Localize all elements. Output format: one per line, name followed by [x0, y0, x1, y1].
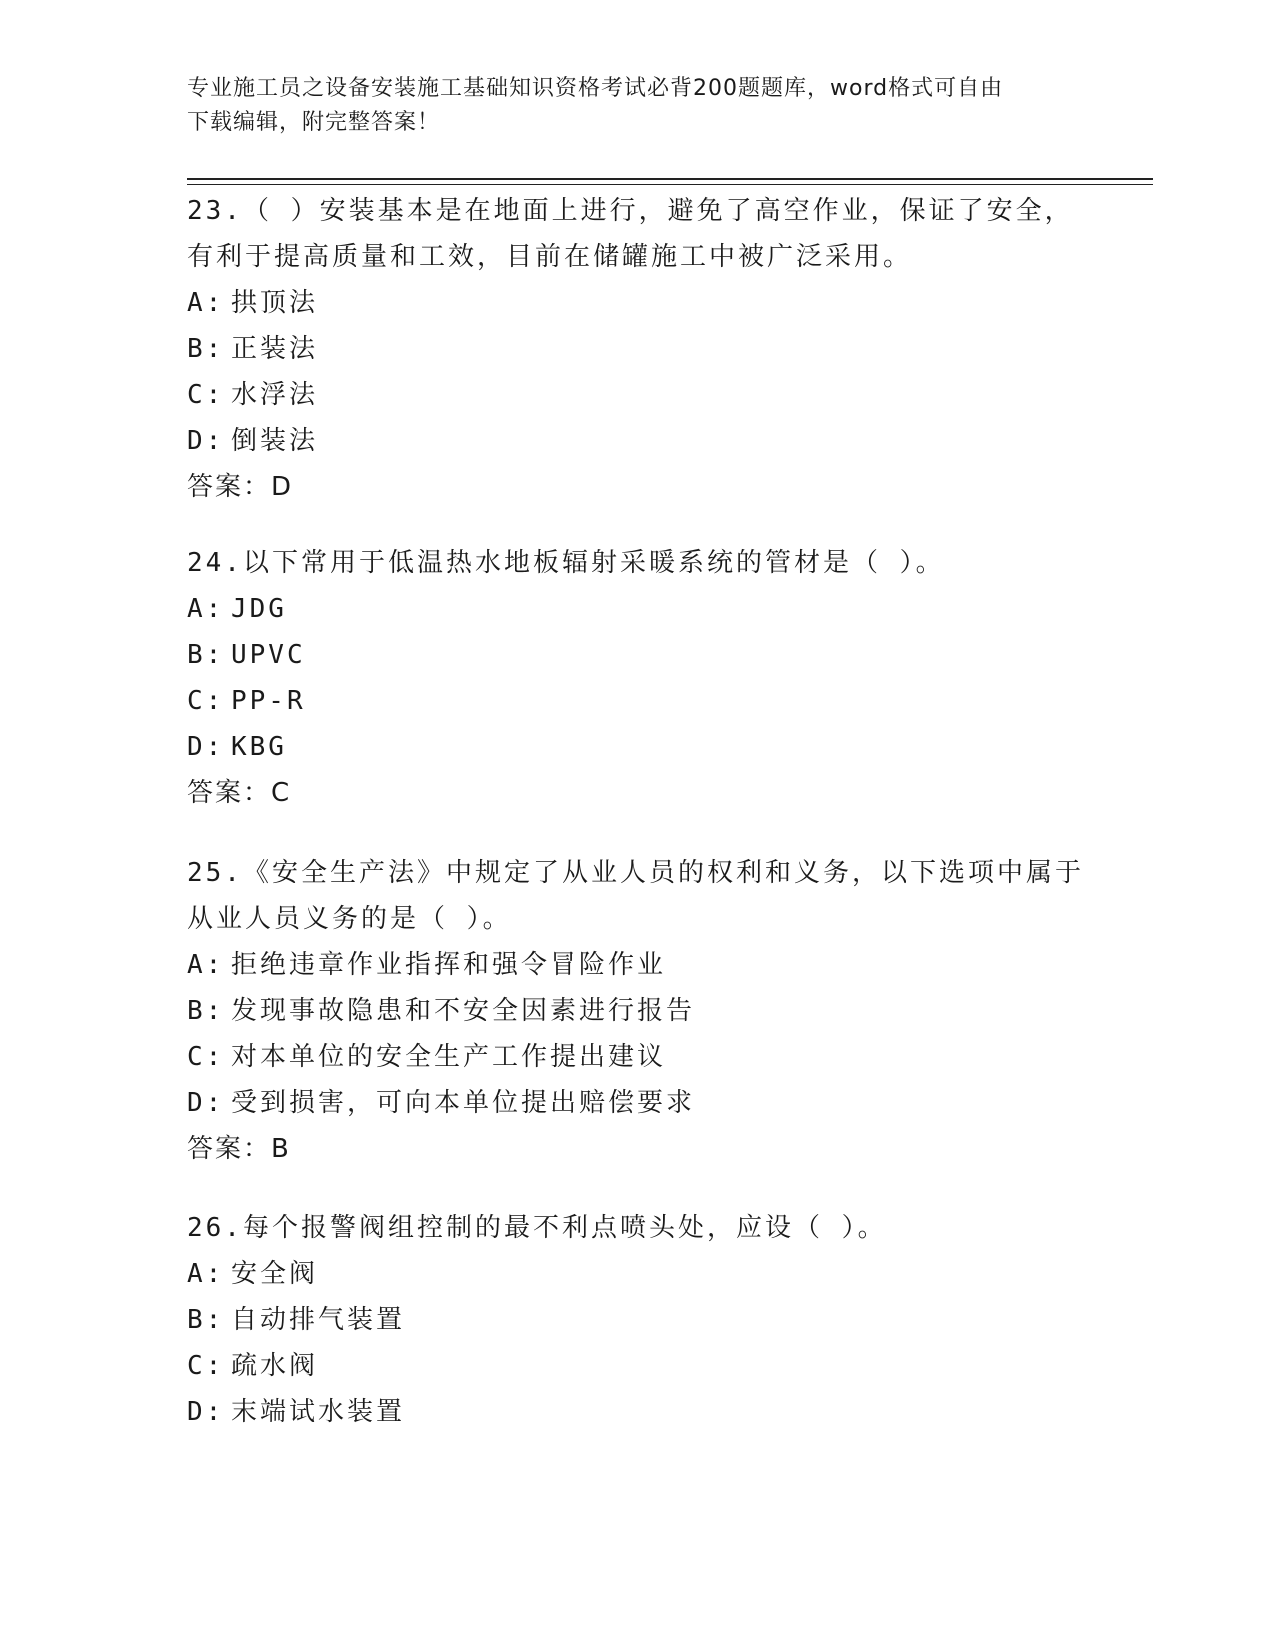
option-b	[187, 1297, 1087, 1343]
option-key: B:	[187, 996, 225, 1026]
option-text: 对本单位的安全生产工作提出建议	[231, 1042, 667, 1072]
option-key: C:	[187, 686, 225, 716]
option-c	[187, 1034, 1087, 1080]
option-b	[187, 326, 1087, 372]
option-c	[187, 1343, 1087, 1389]
option-text: 水浮法	[231, 380, 319, 410]
option-text: 拱顶法	[231, 288, 319, 318]
option-key: B:	[187, 334, 225, 364]
question-24	[187, 540, 1087, 816]
document-header	[187, 72, 1087, 140]
option-key: C:	[187, 1351, 225, 1381]
option-key: C:	[187, 1042, 225, 1072]
option-key: D:	[187, 1088, 225, 1118]
question-23	[187, 188, 1087, 510]
option-text: 拒绝违章作业指挥和强令冒险作业	[231, 950, 667, 980]
option-a	[187, 1251, 1087, 1297]
option-d	[187, 418, 1087, 464]
option-key: D:	[187, 1397, 225, 1427]
option-a	[187, 586, 1087, 632]
option-text: 正装法	[231, 334, 319, 364]
option-key: B:	[187, 1305, 225, 1335]
question-stem-line: 25.《安全生产法》中规定了从业人员的权利和义务，以下选项中属于	[187, 858, 1084, 888]
option-key: B:	[187, 640, 225, 670]
question-25	[187, 850, 1087, 1172]
header-divider-thin	[187, 184, 1153, 185]
option-text: 安全阀	[231, 1259, 319, 1289]
option-text: 倒装法	[231, 426, 319, 456]
question-stem-line: 从业人员义务的是（ ）。	[187, 904, 512, 934]
option-d	[187, 1389, 1087, 1435]
option-c	[187, 678, 1087, 724]
option-text: JDG	[231, 594, 287, 624]
option-text: 受到损害，可向本单位提出赔偿要求	[231, 1088, 696, 1118]
option-a	[187, 942, 1087, 988]
header-divider-thick	[187, 178, 1153, 180]
option-text: 疏水阀	[231, 1351, 319, 1381]
option-key: D:	[187, 426, 225, 456]
option-text: UPVC	[231, 640, 306, 670]
answer-line: 答案：C	[187, 778, 292, 808]
answer-line: 答案：B	[187, 1134, 291, 1164]
header-line-2: 下载编辑，附完整答案！	[187, 110, 441, 135]
option-b	[187, 988, 1087, 1034]
question-stem-line: 24.以下常用于低温热水地板辐射采暖系统的管材是（ ）。	[187, 548, 945, 578]
option-b	[187, 632, 1087, 678]
option-d	[187, 1080, 1087, 1126]
option-key: A:	[187, 288, 225, 318]
option-key: A:	[187, 950, 225, 980]
option-text: KBG	[231, 732, 287, 762]
header-line-1: 专业施工员之设备安装施工基础知识资格考试必背200题题库，word格式可自由	[187, 76, 1004, 101]
option-c	[187, 372, 1087, 418]
option-text: 发现事故隐患和不安全因素进行报告	[231, 996, 696, 1026]
question-stem-line: 26.每个报警阀组控制的最不利点喷头处，应设（ ）。	[187, 1213, 887, 1243]
option-text: 自动排气装置	[231, 1305, 406, 1335]
option-text: 末端试水装置	[231, 1397, 406, 1427]
option-key: C:	[187, 380, 225, 410]
question-26	[187, 1205, 1087, 1435]
question-stem-line: 有利于提高质量和工效，目前在储罐施工中被广泛采用。	[187, 242, 913, 272]
option-key: D:	[187, 732, 225, 762]
option-d	[187, 724, 1087, 770]
option-key: A:	[187, 1259, 225, 1289]
option-key: A:	[187, 594, 225, 624]
answer-line: 答案：D	[187, 472, 294, 502]
option-a	[187, 280, 1087, 326]
question-stem-line: 23.（ ）安装基本是在地面上进行，避免了高空作业，保证了安全，	[187, 196, 1074, 226]
option-text: PP-R	[231, 686, 306, 716]
